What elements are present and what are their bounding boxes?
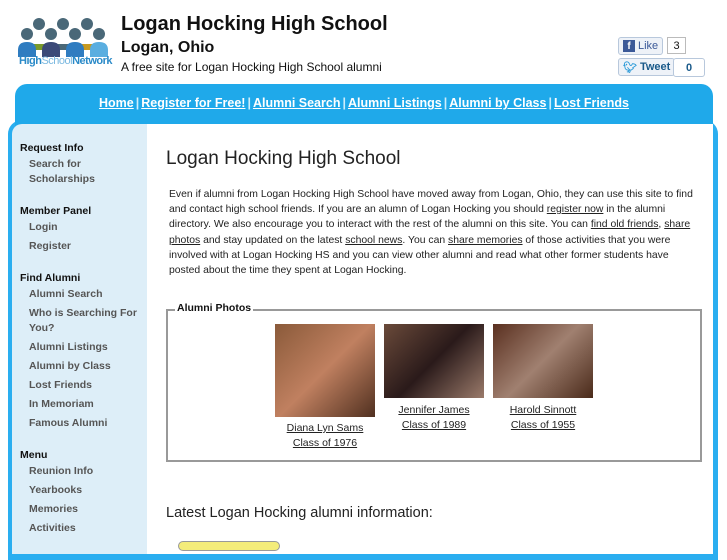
top-nav: Home | Register for Free! | Alumni Search | Alumni Listings | Alumni by Class | Lost Friends bbox=[15, 84, 713, 128]
facebook-icon: f bbox=[623, 40, 635, 52]
intro-paragraph: Even if alumni from Logan Hocking High School have moved away from Logan, Ohio, they can use this site to find and contact high school friends. If you are an alumn of Logan Hocking you should register now in the alumni directory. We also encourage you to interact with the rest of the alumni on this site. You can find old friends, share photos and stay updated on the latest school news. You can share memories of those activities that you were involved with at Logan Hocking HS and you can view other alumni and read what other former students have posted about the time they spent at Logan Hocking. bbox=[169, 189, 693, 277]
sidebar-item-famous-alumni[interactable]: Famous Alumni bbox=[29, 417, 108, 429]
sidebar-item-yearbooks[interactable]: Yearbooks bbox=[29, 484, 83, 496]
alumni-photo-caption[interactable]: Jennifer James Class of 1989 bbox=[398, 404, 470, 431]
site-title: Logan Hocking High School bbox=[121, 13, 388, 35]
share-photos-link[interactable]: share photos bbox=[169, 219, 691, 246]
sidebar-heading-menu: Menu bbox=[20, 449, 48, 461]
share-memories-link[interactable]: share memories bbox=[448, 234, 523, 246]
tweet-label: Tweet bbox=[639, 61, 671, 73]
nav-alumni-by-class[interactable]: Alumni by Class bbox=[449, 96, 547, 110]
logo-text: HighSchoolNetwork bbox=[19, 55, 112, 67]
like-label: Like bbox=[638, 40, 659, 52]
sidebar-item-who-is-searching[interactable]: Who is Searching For You? bbox=[29, 307, 137, 334]
sidebar-heading-member-panel: Member Panel bbox=[20, 205, 92, 217]
site-city: Logan, Ohio bbox=[121, 39, 215, 56]
tweet-button[interactable] bbox=[618, 58, 675, 76]
sidebar-item-register[interactable]: Register bbox=[29, 240, 72, 252]
nav-register[interactable]: Register for Free! bbox=[141, 96, 246, 110]
sidebar-heading-find-alumni: Find Alumni bbox=[20, 272, 81, 284]
sidebar-item-alumni-listings[interactable]: Alumni Listings bbox=[29, 341, 108, 353]
like-count: 3 bbox=[667, 37, 686, 54]
alumni-photo[interactable] bbox=[493, 324, 593, 398]
latest-info-heading: Latest Logan Hocking alumni information: bbox=[166, 505, 433, 521]
nav-alumni-listings[interactable]: Alumni Listings bbox=[347, 96, 442, 110]
sidebar-item-reunion-info[interactable]: Reunion Info bbox=[29, 465, 94, 477]
twitter-bird-icon: 🐦︎ bbox=[623, 61, 637, 74]
nav-lost-friends[interactable]: Lost Friends bbox=[553, 96, 629, 110]
register-now-link[interactable]: register now bbox=[546, 204, 604, 216]
sidebar-item-memories[interactable]: Memories bbox=[29, 503, 79, 515]
sidebar-item-lost-friends[interactable]: Lost Friends bbox=[29, 379, 93, 391]
sidebar-item-in-memoriam[interactable]: In Memoriam bbox=[29, 398, 94, 410]
school-news-link[interactable]: school news bbox=[345, 234, 403, 246]
alumni-photo-caption[interactable]: Harold Sinnott Class of 1955 bbox=[509, 404, 577, 431]
tweet-count: 0 bbox=[673, 58, 705, 77]
sidebar-item-activities[interactable]: Activities bbox=[29, 522, 76, 534]
find-old-friends-link[interactable]: find old friends bbox=[590, 219, 659, 231]
alumni-photo[interactable] bbox=[384, 324, 484, 398]
sidebar-heading-request-info: Request Info bbox=[20, 142, 84, 154]
alumni-photos-legend: Alumni Photos bbox=[177, 302, 252, 314]
alumni-photo[interactable] bbox=[275, 324, 375, 417]
nav-alumni-search[interactable]: Alumni Search bbox=[252, 96, 341, 110]
sidebar-item-scholarships[interactable]: Search for Scholarships bbox=[29, 158, 95, 185]
sidebar-item-alumni-search[interactable]: Alumni Search bbox=[29, 288, 103, 300]
nav-home[interactable]: Home bbox=[99, 96, 134, 110]
page-heading: Logan Hocking High School bbox=[166, 148, 401, 169]
latest-info-tabs bbox=[178, 541, 280, 551]
site-tagline: A free site for Logan Hocking High School alumni bbox=[121, 60, 382, 74]
alumni-photo-caption[interactable]: Diana Lyn Sams Class of 1976 bbox=[286, 422, 364, 449]
sidebar-item-login[interactable]: Login bbox=[29, 221, 58, 233]
sidebar-item-alumni-by-class[interactable]: Alumni by Class bbox=[29, 360, 111, 372]
facebook-like-button[interactable] bbox=[618, 37, 663, 55]
